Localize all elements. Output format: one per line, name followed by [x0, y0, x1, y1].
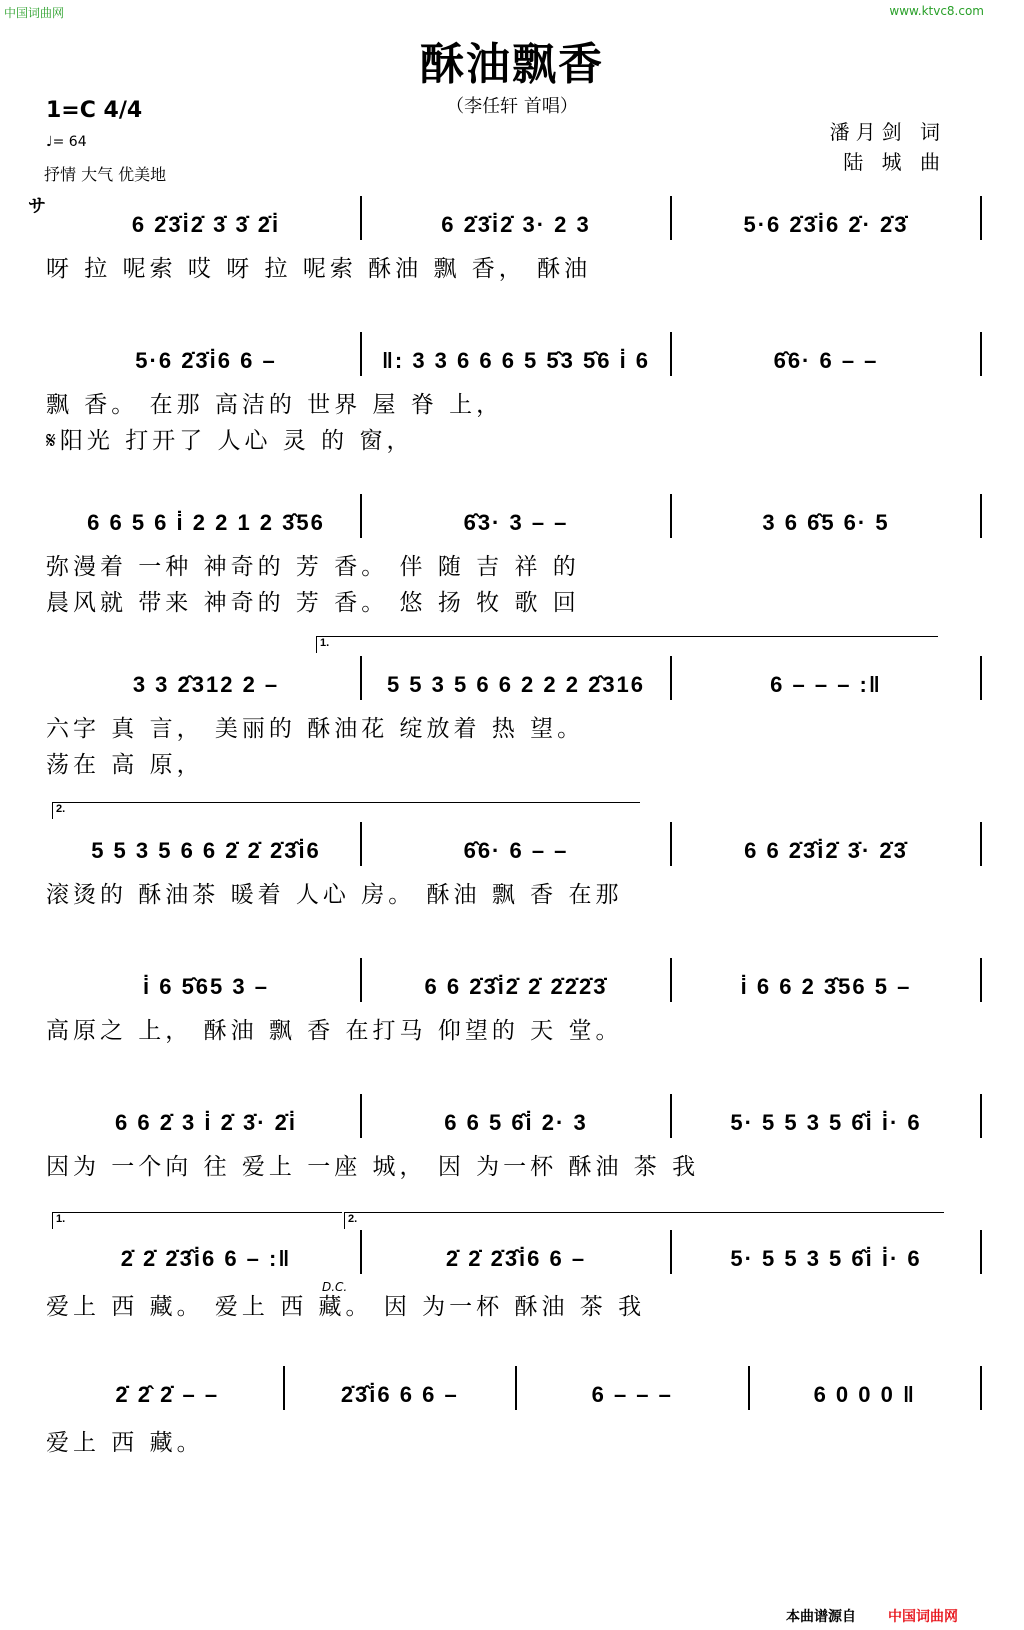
notation-row — [52, 332, 982, 376]
lyric-line: 爱上 西 藏。 爱上 西 藏。 因 为一杯 酥油 茶 我 — [46, 1294, 646, 1320]
measure — [672, 1094, 982, 1138]
score-system-8 — [0, 1230, 1024, 1380]
notation-row — [52, 958, 982, 1002]
note-group: 5· 5 5 3 5 6̂i̇ i̇· 6 — [730, 1246, 922, 1271]
notation-row — [52, 1094, 982, 1138]
volta-bracket-1: 1. — [316, 636, 938, 653]
score-system-4 — [0, 656, 1024, 806]
measure — [750, 1366, 983, 1410]
note-group: 5·6 2̇3̇i̇6 2̇· 2̇3̇ — [743, 212, 909, 237]
lyric-line: 飘 香。 在那 高洁的 世界 屋 脊 上， — [46, 392, 504, 418]
measure — [52, 332, 362, 376]
score-system-5 — [0, 822, 1024, 972]
note-group: i̇ 6 6 2 3̂56 5 – — [740, 974, 912, 999]
note-group: 6̂6· 6 – – — [773, 348, 879, 373]
measure — [672, 958, 982, 1002]
note-group: 5 5 3 5 6 6 2 2 2 2̂316 — [386, 672, 646, 697]
lyric-line: 因为 一个向 往 爱上 一座 城， 因 为一杯 酥油 茶 我 — [46, 1154, 700, 1180]
note-group: 5· 5 5 3 5 6̂i̇ i̇· 6 — [730, 1110, 922, 1135]
score-system-1 — [0, 196, 1024, 346]
note-group: 6 – – – :‖ — [770, 672, 882, 697]
notation-row — [52, 196, 982, 240]
note-group: 6 – – – — [591, 1382, 673, 1407]
composer-credit: 陆 城 曲 — [843, 150, 946, 174]
singer-credit: （李任轩 首唱） — [446, 96, 578, 117]
note-group: 5 5 3 5 6 6 2̇ 2̇ 2̇3̂i̇6 — [91, 838, 321, 863]
site-url[interactable]: www.ktvc8.com — [889, 4, 984, 18]
measure — [362, 958, 672, 1002]
expression-marking: 抒情 大气 优美地 — [44, 165, 167, 184]
site-logo-text[interactable]: 中国词曲网 — [4, 6, 65, 20]
note-group: ‖: 3 3 6 6 6 5 5̂3 5̂6 i̇ 6 — [381, 348, 651, 373]
note-group: 6 6 5 6̂i̇ 2· 3 — [444, 1110, 588, 1135]
measure — [362, 1094, 672, 1138]
da-capo-mark: D.C. — [322, 1280, 348, 1294]
note-group: 6 6 2̇3̂i̇2̇ 3̇· 2̇3̇ — [744, 838, 908, 863]
measure — [52, 822, 362, 866]
score-system-9 — [0, 1366, 1024, 1516]
measure — [672, 822, 982, 866]
note-group: 6 6 2̇ 3 i̇ 2̇ 3̇· 2̇i̇ — [115, 1110, 297, 1135]
free-tempo-mark: サ — [28, 196, 46, 217]
score-system-2 — [0, 332, 1024, 482]
note-group: 5·6 2̇3̇i̇6 6 – — [135, 348, 277, 373]
volta-bracket-3: 1. — [52, 1212, 342, 1229]
notation-row — [52, 656, 982, 700]
score-system-6 — [0, 958, 1024, 1108]
lyric-line: 高原之 上， 酥油 飘 香 在打马 仰望的 天 堂。 — [46, 1018, 623, 1044]
lyricist-credit: 潘月剑 词 — [829, 120, 946, 144]
score-system-3 — [0, 494, 1024, 644]
lyric-line: 呀 拉 呢索 哎 呀 拉 呢索 酥油 飘 香， 酥油 — [46, 256, 592, 282]
note-group: 2̇ 2̇ 2̇3̂i̇6 6 – — [445, 1246, 587, 1271]
key-signature: 1=C 4/4 — [46, 98, 143, 123]
measure — [362, 196, 672, 240]
measure — [517, 1366, 750, 1410]
note-group: 6 0 0 0 ‖ — [813, 1382, 916, 1407]
measure — [52, 1094, 362, 1138]
footer-source-site[interactable]: 中国词曲网 — [888, 1609, 958, 1625]
notation-row — [52, 822, 982, 866]
measure — [52, 196, 362, 240]
tempo-marking: ♩= 64 — [46, 134, 87, 150]
measure — [52, 1366, 285, 1410]
note-group: i̇ 6 5̂65 3 – — [143, 974, 269, 999]
measure — [52, 494, 362, 538]
measure — [672, 332, 982, 376]
measure — [672, 1230, 982, 1274]
note-group: 6 6 2̇3̂i̇2̇ 2̇ 2̇2̇2̇3̇ — [424, 974, 608, 999]
note-group: 6̂6· 6 – – — [463, 838, 569, 863]
lyric-line: 爱上 西 藏。 — [46, 1430, 204, 1456]
notation-row — [52, 494, 982, 538]
note-group: 6 6 5 6 i̇ 2 2 1 2 3̂56 — [87, 510, 325, 535]
measure — [285, 1366, 518, 1410]
note-group: 6 2̇3̇i̇2̇ 3· 2 3 — [441, 212, 591, 237]
measure — [672, 196, 982, 240]
lyric-line: 晨风就 带来 神奇的 芳 香。 悠 扬 牧 歌 回 — [46, 590, 580, 616]
measure — [672, 494, 982, 538]
note-group: 6 2̇3̇i̇2̇ 3̇ 3̇ 2̇i̇ — [131, 212, 281, 237]
measure — [362, 822, 672, 866]
measure — [52, 958, 362, 1002]
measure — [362, 494, 672, 538]
lyric-line: 弥漫着 一种 神奇的 芳 香。 伴 随 吉 祥 的 — [46, 554, 580, 580]
song-title: 酥油飘香 — [420, 39, 604, 90]
footer-source-label: 本曲谱源自 — [786, 1609, 856, 1625]
measure — [52, 656, 362, 700]
note-group: 6̂3· 3 – – — [463, 510, 569, 535]
measure — [52, 1230, 362, 1274]
note-group: 3 3 2̂312 2 – — [132, 672, 280, 697]
notation-row — [52, 1230, 982, 1274]
notation-row — [52, 1366, 982, 1410]
lyric-line: 荡在 高 原， — [46, 752, 204, 778]
measure — [362, 332, 672, 376]
note-group: 3 6 6̂5 6· 5 — [762, 510, 890, 535]
measure — [362, 656, 672, 700]
note-group: 2̇ 2̂ 2̇ – – — [115, 1382, 220, 1407]
note-group: 2̇ 2̇ 2̇3̂i̇6 6 – :‖ — [120, 1246, 292, 1271]
measure — [362, 1230, 672, 1274]
note-group: 2̇3̂i̇6 6 6 – — [340, 1382, 459, 1407]
lyric-line: 滚烫的 酥油茶 暖着 人心 房。 酥油 飘 香 在那 — [46, 882, 623, 908]
volta-bracket-2: 2. — [52, 802, 640, 819]
measure — [672, 656, 982, 700]
lyric-line: 𝄋阳光 打开了 人心 灵 的 窗， — [46, 428, 414, 454]
volta-bracket-4: 2. — [344, 1212, 944, 1229]
lyric-line: 六字 真 言， 美丽的 酥油花 绽放着 热 望。 — [46, 716, 585, 742]
